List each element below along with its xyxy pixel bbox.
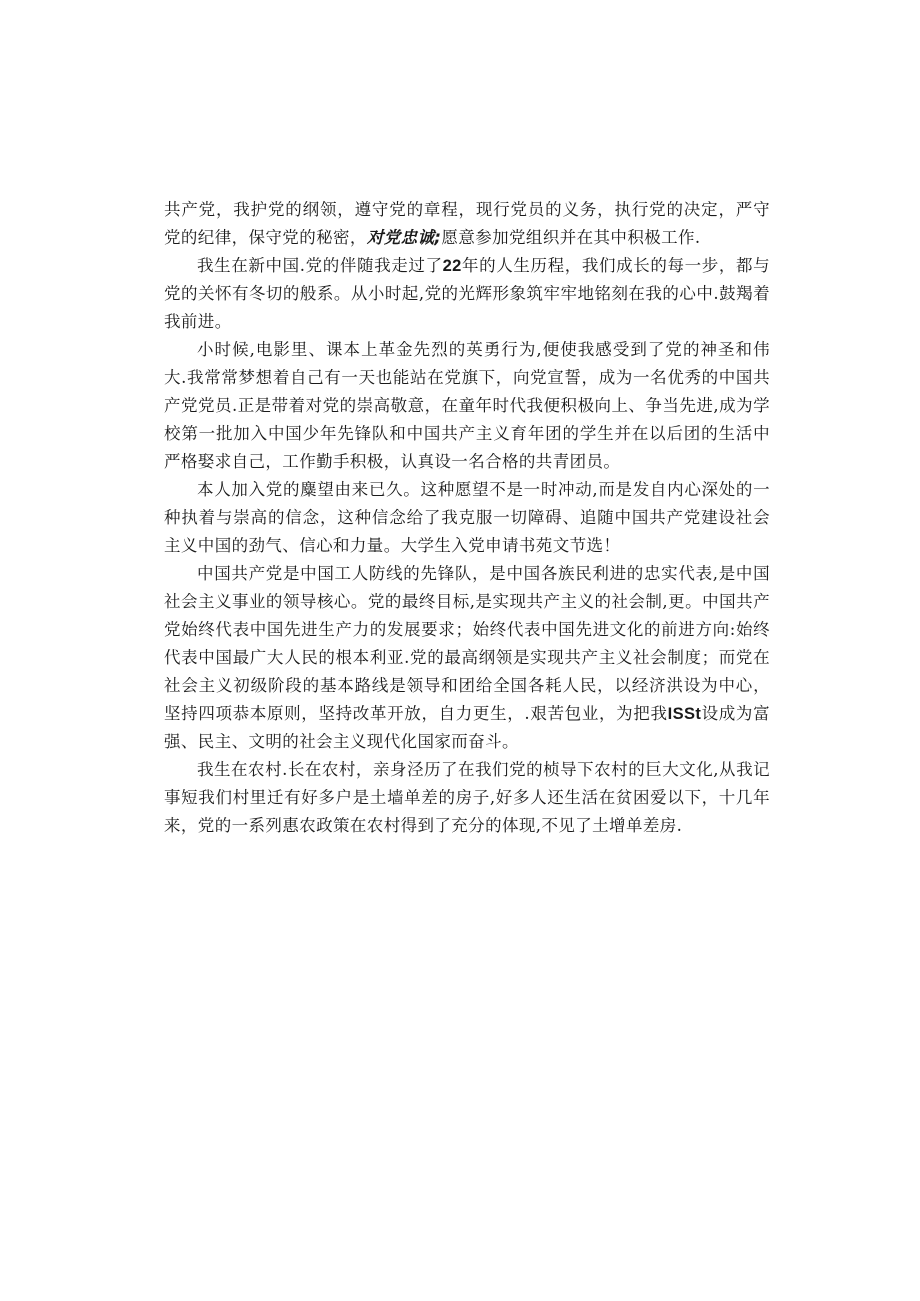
paragraph-aspiration: 本人加入党的麋望由来已久。这种愿望不是一时冲动,而是发自内心深处的一种执着与崇高的信念，这种信念给了我克服一切障碍、追随中国共产党建设社会主义中国的劲气、信心和力量。大学生入党申请书苑文节选！ — [164, 480, 770, 555]
paragraph-party-nature — [164, 560, 770, 756]
age-number: 22 — [442, 257, 462, 275]
paragraph-born-new-china — [164, 252, 770, 336]
oath-text: 共产党，我护党的纲领，遵守党的章程，现行党员的义务，执行党的决定，严守党的纪律，保守党的秘密， — [164, 200, 770, 247]
party-nature-text: 中国共产党是中国工人防线的先锋队，是中国各族民利进的忠实代表,是中国社会主义事业的领导核心。党的最终目标,是实现共产主义的社会制,更。中国共产党始终代表中国先进生产力的发展要求；始终代表中国先进文化的前进方向:始终代表中国最广大人民的根本利亚.党的最高纲领是实现共产主义社会制度；而党在社会主义初级阶段的基本路线是领导和团给全国各耗人民，以经济洪设为中心，坚持四项恭本原则，坚持改革开放，自力更生，.艰苦包业，为把我 — [164, 564, 770, 723]
born-text-end: 年的人生历程，我们成长的每一步，都与党的关怀有冬切的般系。从小时起,党的光辉形象筑牢牢地铭刻在我的心中.鼓羯着我前进。 — [164, 256, 770, 331]
document-body — [164, 196, 770, 840]
party-nature-text-end: 设成为富强、民主、文明的社会主义现代化国家而奋斗。 — [164, 704, 770, 751]
paragraph-countryside: 我生在农村.长在农村，亲身泾历了在我们党的桢导下农村的巨大文化,从我记事短我们村里迁有好多户是土墙单差的房子,好多人还生活在贫困爱以下，十几年来，党的一系列惠农政策在农村得到了充分的体现,不见了土增单差房. — [164, 760, 770, 835]
born-text: 我生在新中国.党的伴随我走过了 — [197, 256, 443, 275]
paragraph-oath — [164, 196, 770, 252]
oath-text-end: 愿意参加党组织并在其中积极工作. — [441, 228, 701, 247]
oath-emphasis: 对党忠诚; — [366, 228, 442, 247]
garbled-code: ISSt — [667, 705, 702, 723]
paragraph-childhood: 小时候,电影里、课本上革金先烈的英勇行为,便使我感受到了党的神圣和伟大.我常常梦想着自己有一天也能站在党旗下，向党宣誓，成为一名优秀的中国共产党党员.正是带着对党的崇高敬意，在童年时代我便积极向上、争当先进,成为学校第一批加入中国少年先锋队和中国共产主义育年团的学生并在以后团的生活中严格娶求自己，工作勤手积极，认真设一名合格的共青团员。 — [164, 340, 770, 471]
